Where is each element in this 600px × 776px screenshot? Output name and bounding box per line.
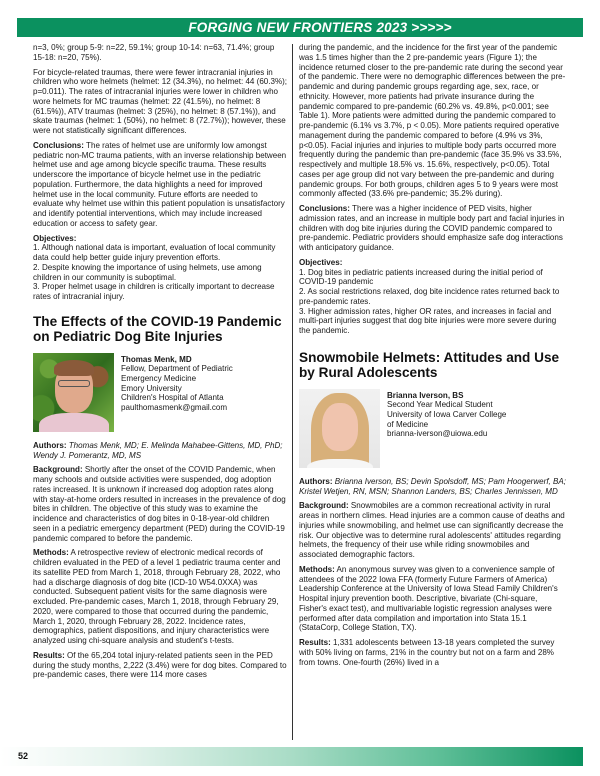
conclusions-label: Conclusions: — [299, 204, 350, 213]
background-text: Snowmobiles are a common recreational activity in rural areas in northern climes. Head injuries are a common cause of deaths and injuries while snowmobiling, and helmet use can significantly decrease the risk. Our objective was to determine rural adolescents' attitudes regarding helmets, the frequency of their use while riding snowmobiles and associated demographic factors. — [299, 501, 565, 559]
presenter-name: Thomas Menk, MD — [121, 354, 192, 364]
background-label: Background: — [299, 501, 349, 511]
results-text: Of the 65,204 total injury-related patients seen in the PED during the study months, 2,222 (3.4%) were for dog bites. Compared to pre-pandemic cases, there were 114 more cases — [33, 650, 287, 680]
background-text: Shortly after the onset of the COVID Pandemic, when many schools and outside activities were suspended, dog adoption rates increased. It is unknown if increased dog adoption rates along with stay-at-home orders resulted in increases in the prevalence of dog bites in children. The objective of this study was to examine the incidence and characteristics of dog bites in 0-18-year-old children seen in a pediatric emergency department (PED) during the COVID-19 pandemic compared to before the pandemic. — [33, 465, 286, 543]
presenter-name: Brianna Iverson, BS — [387, 390, 464, 400]
presenter-email[interactable]: brianna-iverson@uiowa.edu — [387, 429, 488, 439]
authors-label: Authors: — [33, 440, 67, 450]
article-title: Snowmobile Helmets: Attitudes and Use by Rural Adolescents — [299, 349, 560, 381]
objectives-section — [299, 258, 567, 336]
right-column — [299, 43, 567, 672]
results-paragraph — [33, 651, 288, 680]
background-label: Background: — [33, 465, 83, 475]
methods-paragraph — [299, 565, 567, 633]
bicycle-results-paragraph: For bicycle-related traumas, there were fewer intracranial injuries in children who wore helmets (helmet: 12 (34.3%), no helmet: 44 (60.3%); p=0.011). The rates of intracranial injuries were lower in children who wore helmets for MC traumas (helmet: 22 (41.5%), no helmet: 8 (61.5%)), ATV traumas (helmet: 3 (25%), no helmet: 8 (57.1%)), and skate traumas (helmet: 1 (50%), no helmet: 8 (72.7%)); however, these were not statistically significant differences. — [33, 67, 288, 135]
conclusions-paragraph — [33, 141, 288, 229]
background-paragraph — [33, 465, 288, 543]
methods-label: Methods: — [299, 564, 335, 574]
presenter-block — [299, 389, 567, 468]
presenter-institution: University of Iowa Carver College of Medicine — [387, 409, 507, 429]
results-label: Results: — [299, 638, 331, 647]
authors-list: Thomas Menk, MD; E. Melinda Mahabee-Gittens, MD, PhD; Wendy J. Pomerantz, MD, MS — [33, 440, 283, 460]
presenter-title: Second Year Medical Student — [387, 400, 493, 410]
presenter-photo — [33, 353, 114, 432]
footer-gradient-bar — [0, 747, 583, 766]
methods-label: Methods: — [33, 548, 69, 558]
results-text: 1,331 adolescents between 13-18 years completed the survey with 50% living on farms, 21% in the country but not on a farm and 28% from towns. One-fourth (26%) lived in a — [299, 638, 555, 667]
authors-paragraph — [299, 477, 567, 497]
objective-item: 2. Despite knowing the importance of using helmets, use among children in our community is suboptimal. — [33, 262, 262, 282]
conclusions-label: Conclusions: — [33, 140, 84, 150]
presenter-info — [387, 389, 507, 468]
results-paragraph — [299, 638, 567, 667]
page-header-title: FORGING NEW FRONTIERS 2023 >>>>> — [188, 20, 452, 35]
presenter-department: Emergency Medicine — [121, 373, 197, 383]
objectives-section — [33, 234, 288, 302]
authors-paragraph — [33, 441, 288, 461]
objective-item: 1. Dog bites in pediatric patients increased during the initial period of COVID-19 pandemic — [299, 267, 543, 287]
column-divider — [292, 44, 293, 740]
results-label: Results: — [33, 650, 65, 660]
page-number: 52 — [18, 751, 29, 761]
conclusions-paragraph — [299, 204, 567, 253]
article-title: The Effects of the COVID-19 Pandemic on Pediatric Dog Bite Injuries — [33, 313, 282, 345]
presenter-institution: Emory University — [121, 383, 182, 393]
methods-text: A retrospective review of electronic medical records of children evaluated in the PED of a level 1 pediatric trauma center and its satellite PED from March 1, 2018, through February 28, 2022, who had a discharge diagnosis of dog bite (ICD-10 W54.0XXA) was conducted. Subsequent patient visits for the same diagnosis were excluded. Pre-pandemic cases, March 1, 2018, through February 29, 2020, were compared to those that occurred during the pandemic, March 1, 2020, through February 28, 2022. Incidence rates, demographics, patient dispositions, and injury characteristics were analyzed using chi-square analysis and student's t-tests. — [33, 548, 281, 645]
objective-item: 2. As social restrictions relaxed, dog bite incidence rates returned back to pre-pandemic rates. — [299, 287, 560, 306]
presenter-title: Fellow, Department of Pediatric — [121, 364, 233, 374]
conclusions-text: There was a higher incidence of PED visits, higher admission rates, and an increase in multiple body part and facial injuries in children with dog bite injuries during the COVID pandemic compared to pre-pandemic. Pediatric providers should emphasize safe dog interactions with anticipatory guidance. — [299, 204, 565, 252]
left-column — [33, 43, 288, 685]
methods-text: An anonymous survey was given to a convenience sample of attendees of the 2022 Iowa FFA (formerly Future Farmers of America) Leadership Conference at the University of Iowa Stead Family Children's Hospital injury prevention booth. Descriptive, bivariate (Chi-square, Fisher's exact test), and multivariable logistic regression analyses were performed after data compilation and importation into Stata 15.1 (StataCorp, College Station, TX). — [299, 564, 558, 633]
presenter-block — [33, 353, 288, 432]
objectives-label: Objectives: — [299, 257, 343, 267]
authors-label: Authors: — [299, 476, 333, 486]
objective-item: 1. Although national data is important, evaluation of local community data could help better guide injury prevention efforts. — [33, 243, 276, 262]
background-paragraph — [299, 501, 567, 560]
results-continued-paragraph: n=3, 0%; group 5-9: n=22, 59.1%; group 10-14: n=63, 71.4%; group 15-18: n=20, 75%). — [33, 43, 275, 62]
page-header-banner — [17, 18, 583, 37]
objectives-label: Objectives: — [33, 233, 77, 243]
conclusions-text: The rates of helmet use are uniformly low amongst pediatric non-MC trauma patients, with an inverse relationship between helmet use and age among bicycle specific trauma. These results underscore the importance of bicycle helmet use in the pediatric population. Furthermore, the data highlights a need for improved helmet use in the local community. Future efforts are needed to evaluate why helmet use within this patient population is unsatisfactory and identify potential interventions, which may include increased education or access to safety gear. — [33, 140, 287, 228]
objective-item: 3. Proper helmet usage in children is critically important to decrease rates of intracranial injury. — [33, 282, 275, 301]
presenter-hospital: Children's Hospital of Atlanta — [121, 393, 224, 403]
presenter-photo — [299, 389, 380, 468]
presenter-info — [121, 353, 233, 432]
methods-paragraph — [33, 548, 288, 646]
authors-list: Brianna Iverson, BS; Devin Spolsdoff, MS; Pam Hoogerwerf, BA; Kristel Wetjen, RN, MSN; Shannon Landers, BS; Charles Jennissen, MD — [299, 476, 566, 496]
objective-item: 3. Higher admission rates, higher OR rates, and increases in facial and multi-part injuries suggest that dog bite injuries were more severe during the pandemic. — [299, 306, 557, 335]
results-continued-paragraph: during the pandemic, and the incidence for the first year of the pandemic was 1.5 times higher than the 2 pre-pandemic years (Figure 1); the incidence returned closer to the pre-pandemic rate during the second year of the pandemic. There were no demographic differences between the pre-pandemic and during pandemic groups regarding age, sex, race, or ethnicity. However, more patients had private insurance during the pandemic compared to pre-pandemic (60.2% vs. 49.8%, p<0.001; see Table 1). More patients were admitted during the pandemic compared to pre-pandemic (6.1% vs 3.7%, p < 0.05). More patients required operative management during the pandemic compared to before (4.9% vs 3%, p<0.05). Facial injuries and injuries to multiple body parts occurred more frequently during the pandemic than pre-pandemic (face 35.9% vs 33.5%, respectively and multiple 18.5% vs. 15.6%, respectively, p<0.05). Total cases per age group did not vary between the pre-pandemic and during pandemic groups. For both groups, children ages 5 to 9 years were most commonly affected (33.6% pre-pandemic; 35.2% during). — [299, 43, 566, 199]
presenter-email[interactable]: paulthomasmenk@gmail.com — [121, 402, 228, 412]
